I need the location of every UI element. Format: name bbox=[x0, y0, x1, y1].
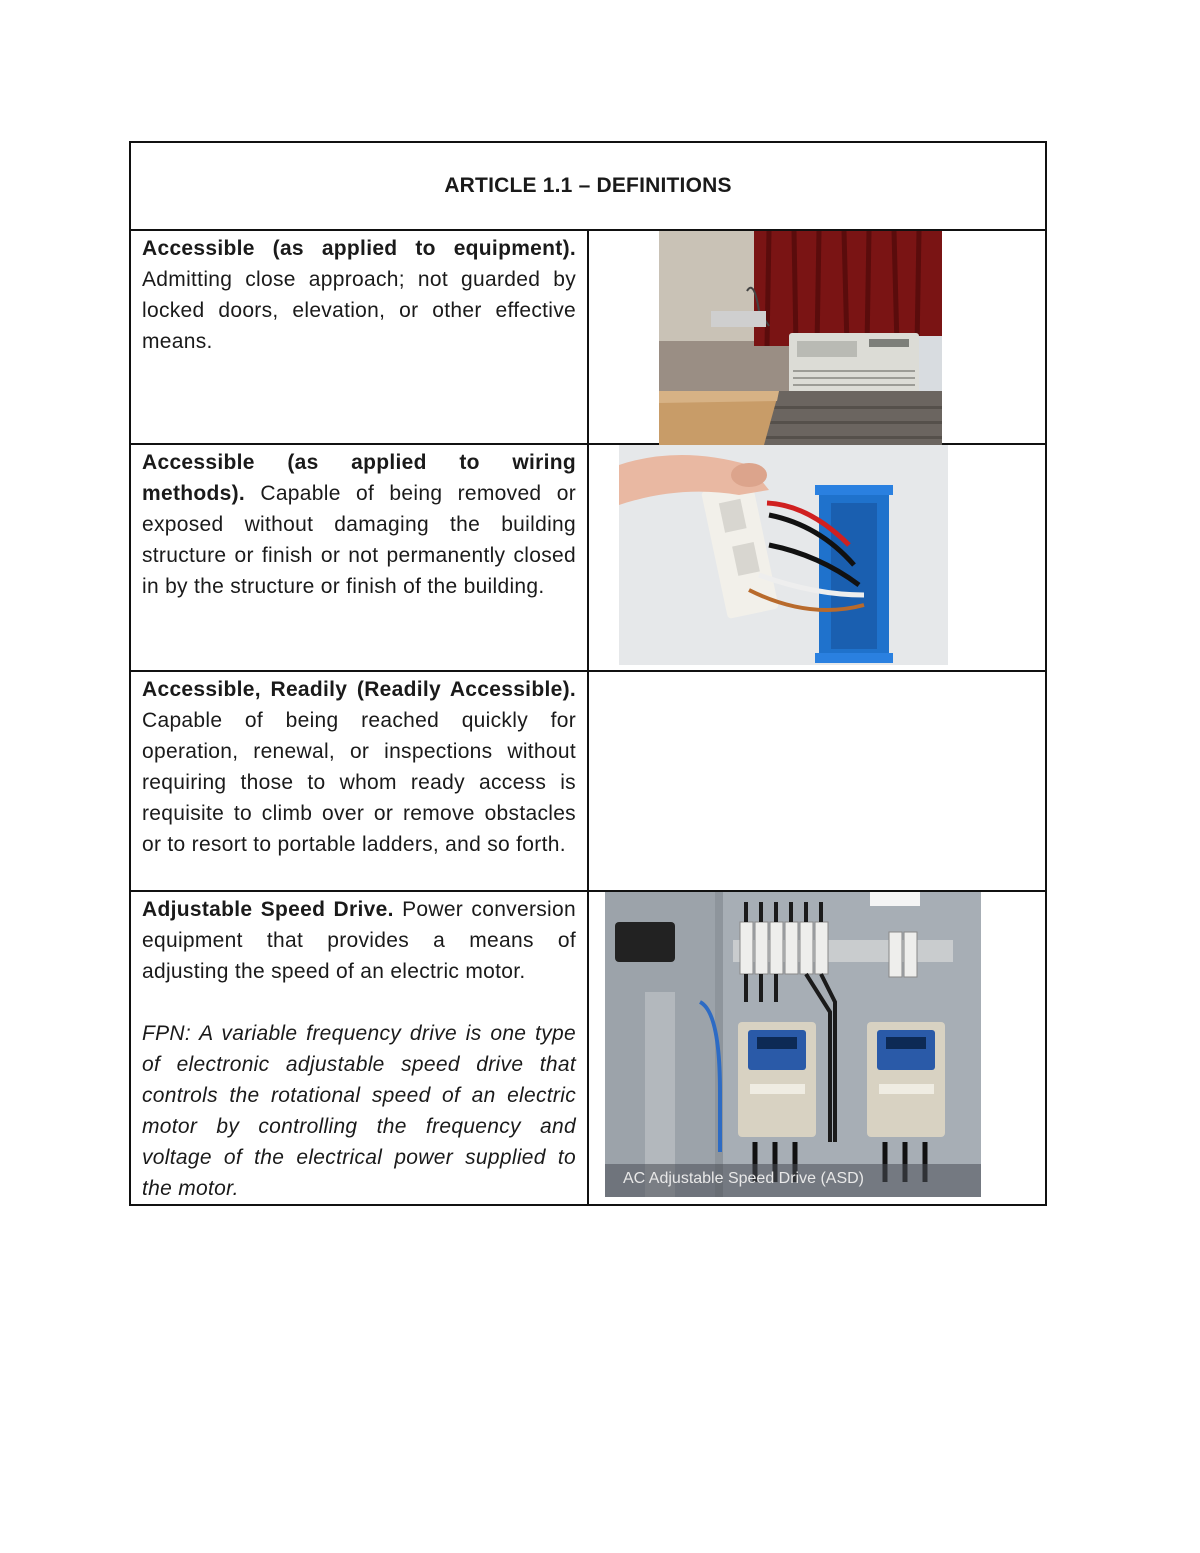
definition-text: Admitting close approach; not guarded by locked doors, elevation, or other effective means. bbox=[142, 268, 576, 353]
adjustable-speed-drive-panel-photo bbox=[605, 892, 981, 1197]
definition-cell bbox=[130, 444, 588, 671]
term-label: Accessible (as applied to equipment). bbox=[142, 237, 576, 260]
table-title-cell bbox=[130, 142, 1046, 230]
fpn-note: FPN: A variable frequency drive is one type of electronic adjustable speed drive that controls the rotational speed of an electric motor by controlling the frequency and voltage of the electrical power supplied to the motor. bbox=[142, 1022, 576, 1200]
table-row bbox=[130, 444, 1046, 671]
image-cell bbox=[588, 444, 1046, 671]
definition-text: Capable of being reached quickly for operation, renewal, or inspections without requiring those to whom ready access is requisite to climb over or remove obstacles or to resort to portable ladders, and so forth. bbox=[142, 709, 576, 856]
table-row bbox=[130, 230, 1046, 444]
electrical-outlet-box-photo bbox=[619, 445, 948, 665]
definition-cell bbox=[130, 671, 588, 891]
article-title: ARTICLE 1.1 – DEFINITIONS bbox=[444, 174, 732, 197]
term-label: Accessible, Readily (Readily Accessible). bbox=[142, 678, 576, 701]
image-cell bbox=[588, 230, 1046, 444]
table-row bbox=[130, 891, 1046, 1205]
definition-cell bbox=[130, 891, 588, 1205]
definitions-table bbox=[129, 141, 1047, 1206]
image-caption: AC Adjustable Speed Drive (ASD) bbox=[623, 1170, 864, 1187]
term-label: Accessible (as applied to wiring methods). bbox=[142, 451, 576, 505]
definition-cell bbox=[130, 230, 588, 444]
image-cell bbox=[588, 891, 1046, 1205]
wall-unit-air-conditioner-photo bbox=[659, 231, 942, 445]
table-row bbox=[130, 671, 1046, 891]
definition-text: Capable of being removed or exposed without damaging the building structure or finish or not permanently closed in by the structure or finish of the building. bbox=[142, 482, 576, 598]
definition-text: Power conversion equipment that provides a means of adjusting the speed of an electric motor. bbox=[142, 898, 576, 983]
empty-image-cell bbox=[588, 671, 1046, 891]
term-label: Adjustable Speed Drive. bbox=[142, 898, 394, 921]
